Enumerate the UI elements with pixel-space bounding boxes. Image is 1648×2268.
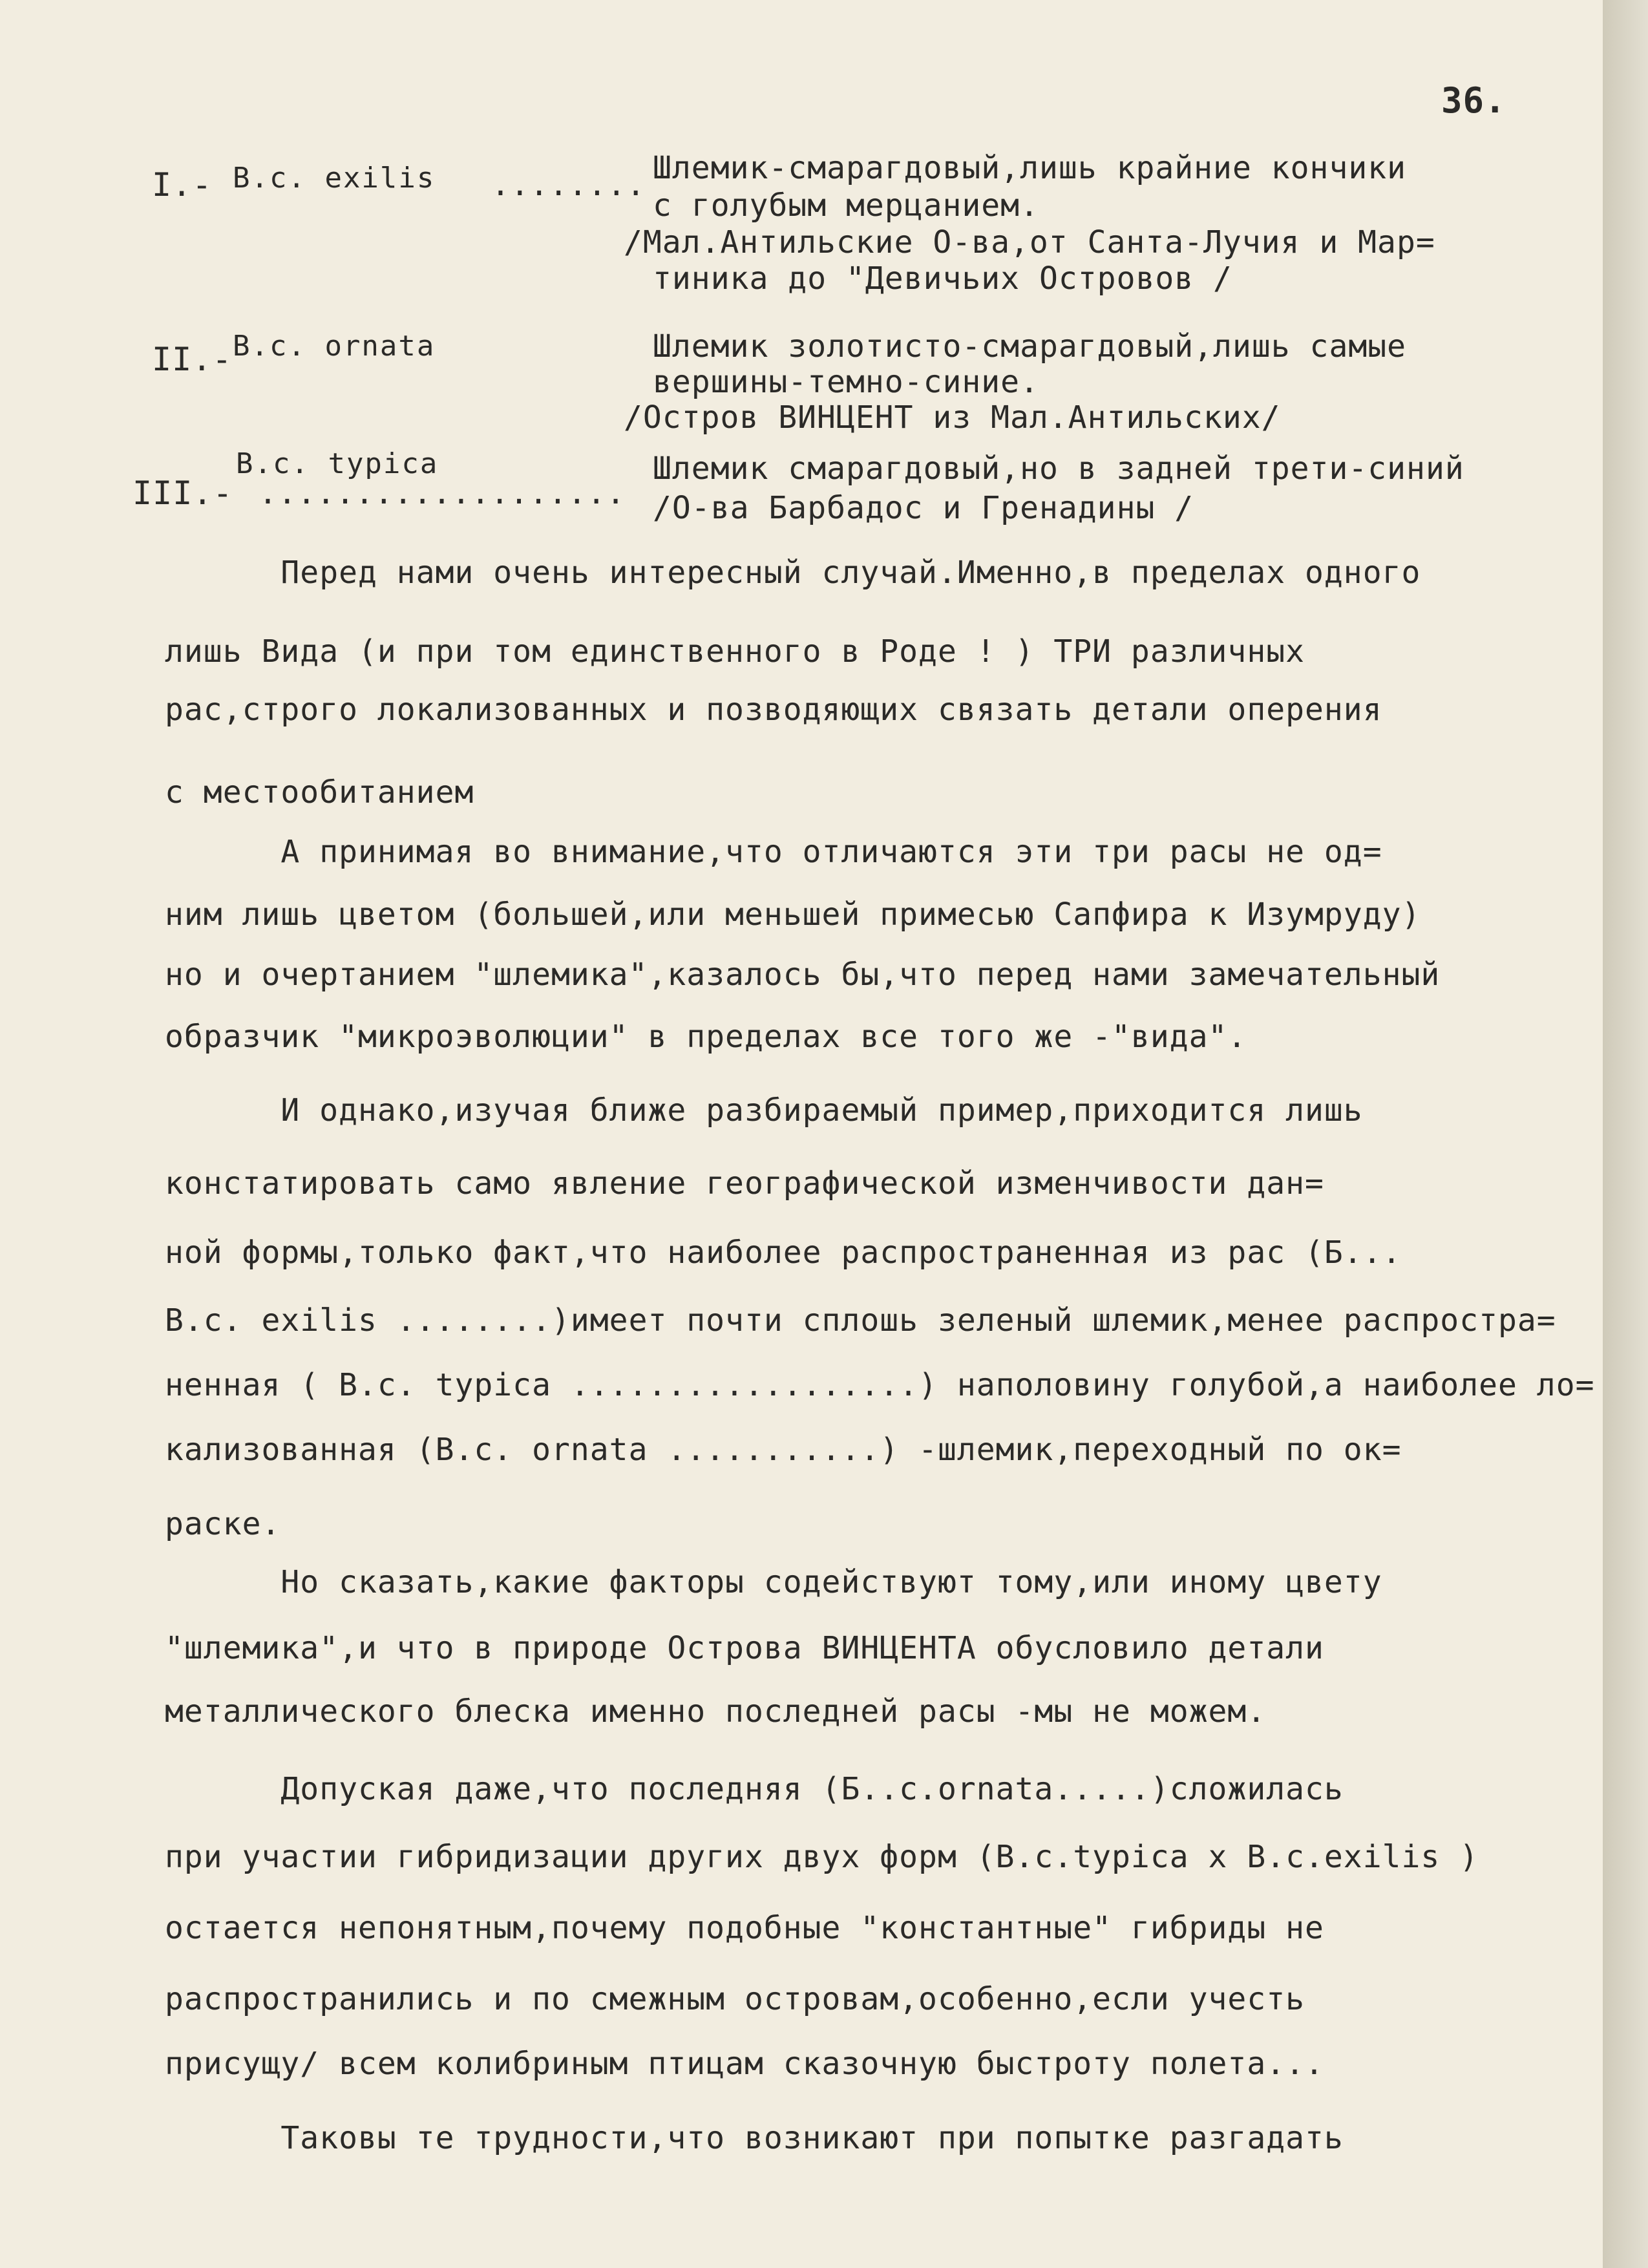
body-line: присущу/ всем колибриным птицам сказочную быстроту полета... (165, 2046, 1324, 2082)
body-line: рас,строго локализованных и позводяющих связать детали оперения (165, 692, 1382, 728)
body-line: А принимая во внимание,что отличаются эти три расы не од= (165, 834, 1382, 870)
page-number: 36. (1441, 80, 1506, 121)
paper-edge (1603, 0, 1648, 2268)
body-line: B.c. exilis ........)имеет почти сплошь зеленый шлемик,менее распростра= (165, 1302, 1556, 1339)
body-line: но и очертанием "шлемика",казалось бы,что перед нами замечательный (165, 957, 1441, 993)
taxon-description-line: Шлемик золотисто-смарагдовый,лишь самые (653, 328, 1407, 365)
taxon-description-line: Шлемик смарагдовый,но в задней трети-синий (653, 450, 1464, 487)
body-line: остается непонятным,почему подобные "константные" гибриды не (165, 1910, 1324, 1946)
body-line: ненная ( B.c. typica ..................) наполовину голубой,а наиболее ло= (165, 1367, 1595, 1403)
body-line: Таковы те трудности,что возникают при попытке разгадать (165, 2120, 1344, 2156)
taxon-description-line: тиника до "Девичьих Островов / (653, 260, 1232, 297)
body-line: ной формы,только факт,что наиболее распространенная из рас (Б... (165, 1235, 1402, 1271)
taxon-name: B.c. exilis (233, 162, 436, 195)
body-line: "шлемика",и что в природе Острова ВИНЦЕНТА обусловило детали (165, 1630, 1324, 1666)
body-line: металлического блеска именно последней расы -мы не можем. (165, 1693, 1267, 1730)
taxon-description-line: /Остров ВИНЦЕНТ из Мал.Антильских/ (624, 399, 1281, 436)
body-line: Перед нами очень интересный случай.Именно,в пределах одного (165, 555, 1421, 591)
body-line: лишь Вида (и при том единственного в Роде ! ) ТРИ различных (165, 633, 1305, 670)
taxon-description-line: /О-ва Барбадос и Гренадины / (653, 490, 1194, 526)
taxon-name: B.c. typica (236, 447, 439, 480)
taxon-description-line: с голубым мерцанием. (653, 187, 1039, 224)
body-line: распространились и по смежным островам,особенно,если учесть (165, 1981, 1305, 2017)
taxon-description-line: вершины-темно-синие. (653, 364, 1039, 400)
taxon-description-line: /Мал.Антильские О-ва,от Санта-Лучия и Мар= (624, 224, 1435, 260)
taxon-name: B.c. ornata (233, 330, 436, 363)
body-line: Допуская даже,что последняя (Б..c.ornata.....)сложилась (165, 1771, 1344, 1807)
taxon-roman-numeral: I.- (152, 166, 213, 204)
taxon-roman-numeral: III.- (132, 474, 233, 512)
body-line: образчик "микроэволюции" в пределах все того же -"вида". (165, 1019, 1247, 1055)
body-line: раске. (165, 1506, 281, 1542)
taxon-description-line: Шлемик-смарагдовый,лишь крайние кончики (653, 150, 1407, 186)
body-line: при участии гибридизации других двух форм (B.c.typica x B.c.exilis ) (165, 1839, 1479, 1875)
body-line: И однако,изучая ближе разбираемый пример,приходится лишь (165, 1092, 1363, 1129)
body-line: констатировать само явление географической изменчивости дан= (165, 1165, 1324, 1202)
body-line: кализованная (B.c. ornata ...........) -шлемик,переходный по ок= (165, 1432, 1402, 1468)
taxon-roman-numeral: II.- (152, 341, 233, 378)
body-line: Но сказать,какие факторы содействуют тому,или иному цвету (165, 1564, 1382, 1600)
taxon-leader-dots: ........ (491, 167, 646, 203)
body-line: ним лишь цветом (большей,или меньшей примесью Сапфира к Изумруду) (165, 896, 1421, 933)
body-line: с местообитанием (165, 774, 474, 811)
taxon-leader-dots: ................... (259, 475, 626, 511)
